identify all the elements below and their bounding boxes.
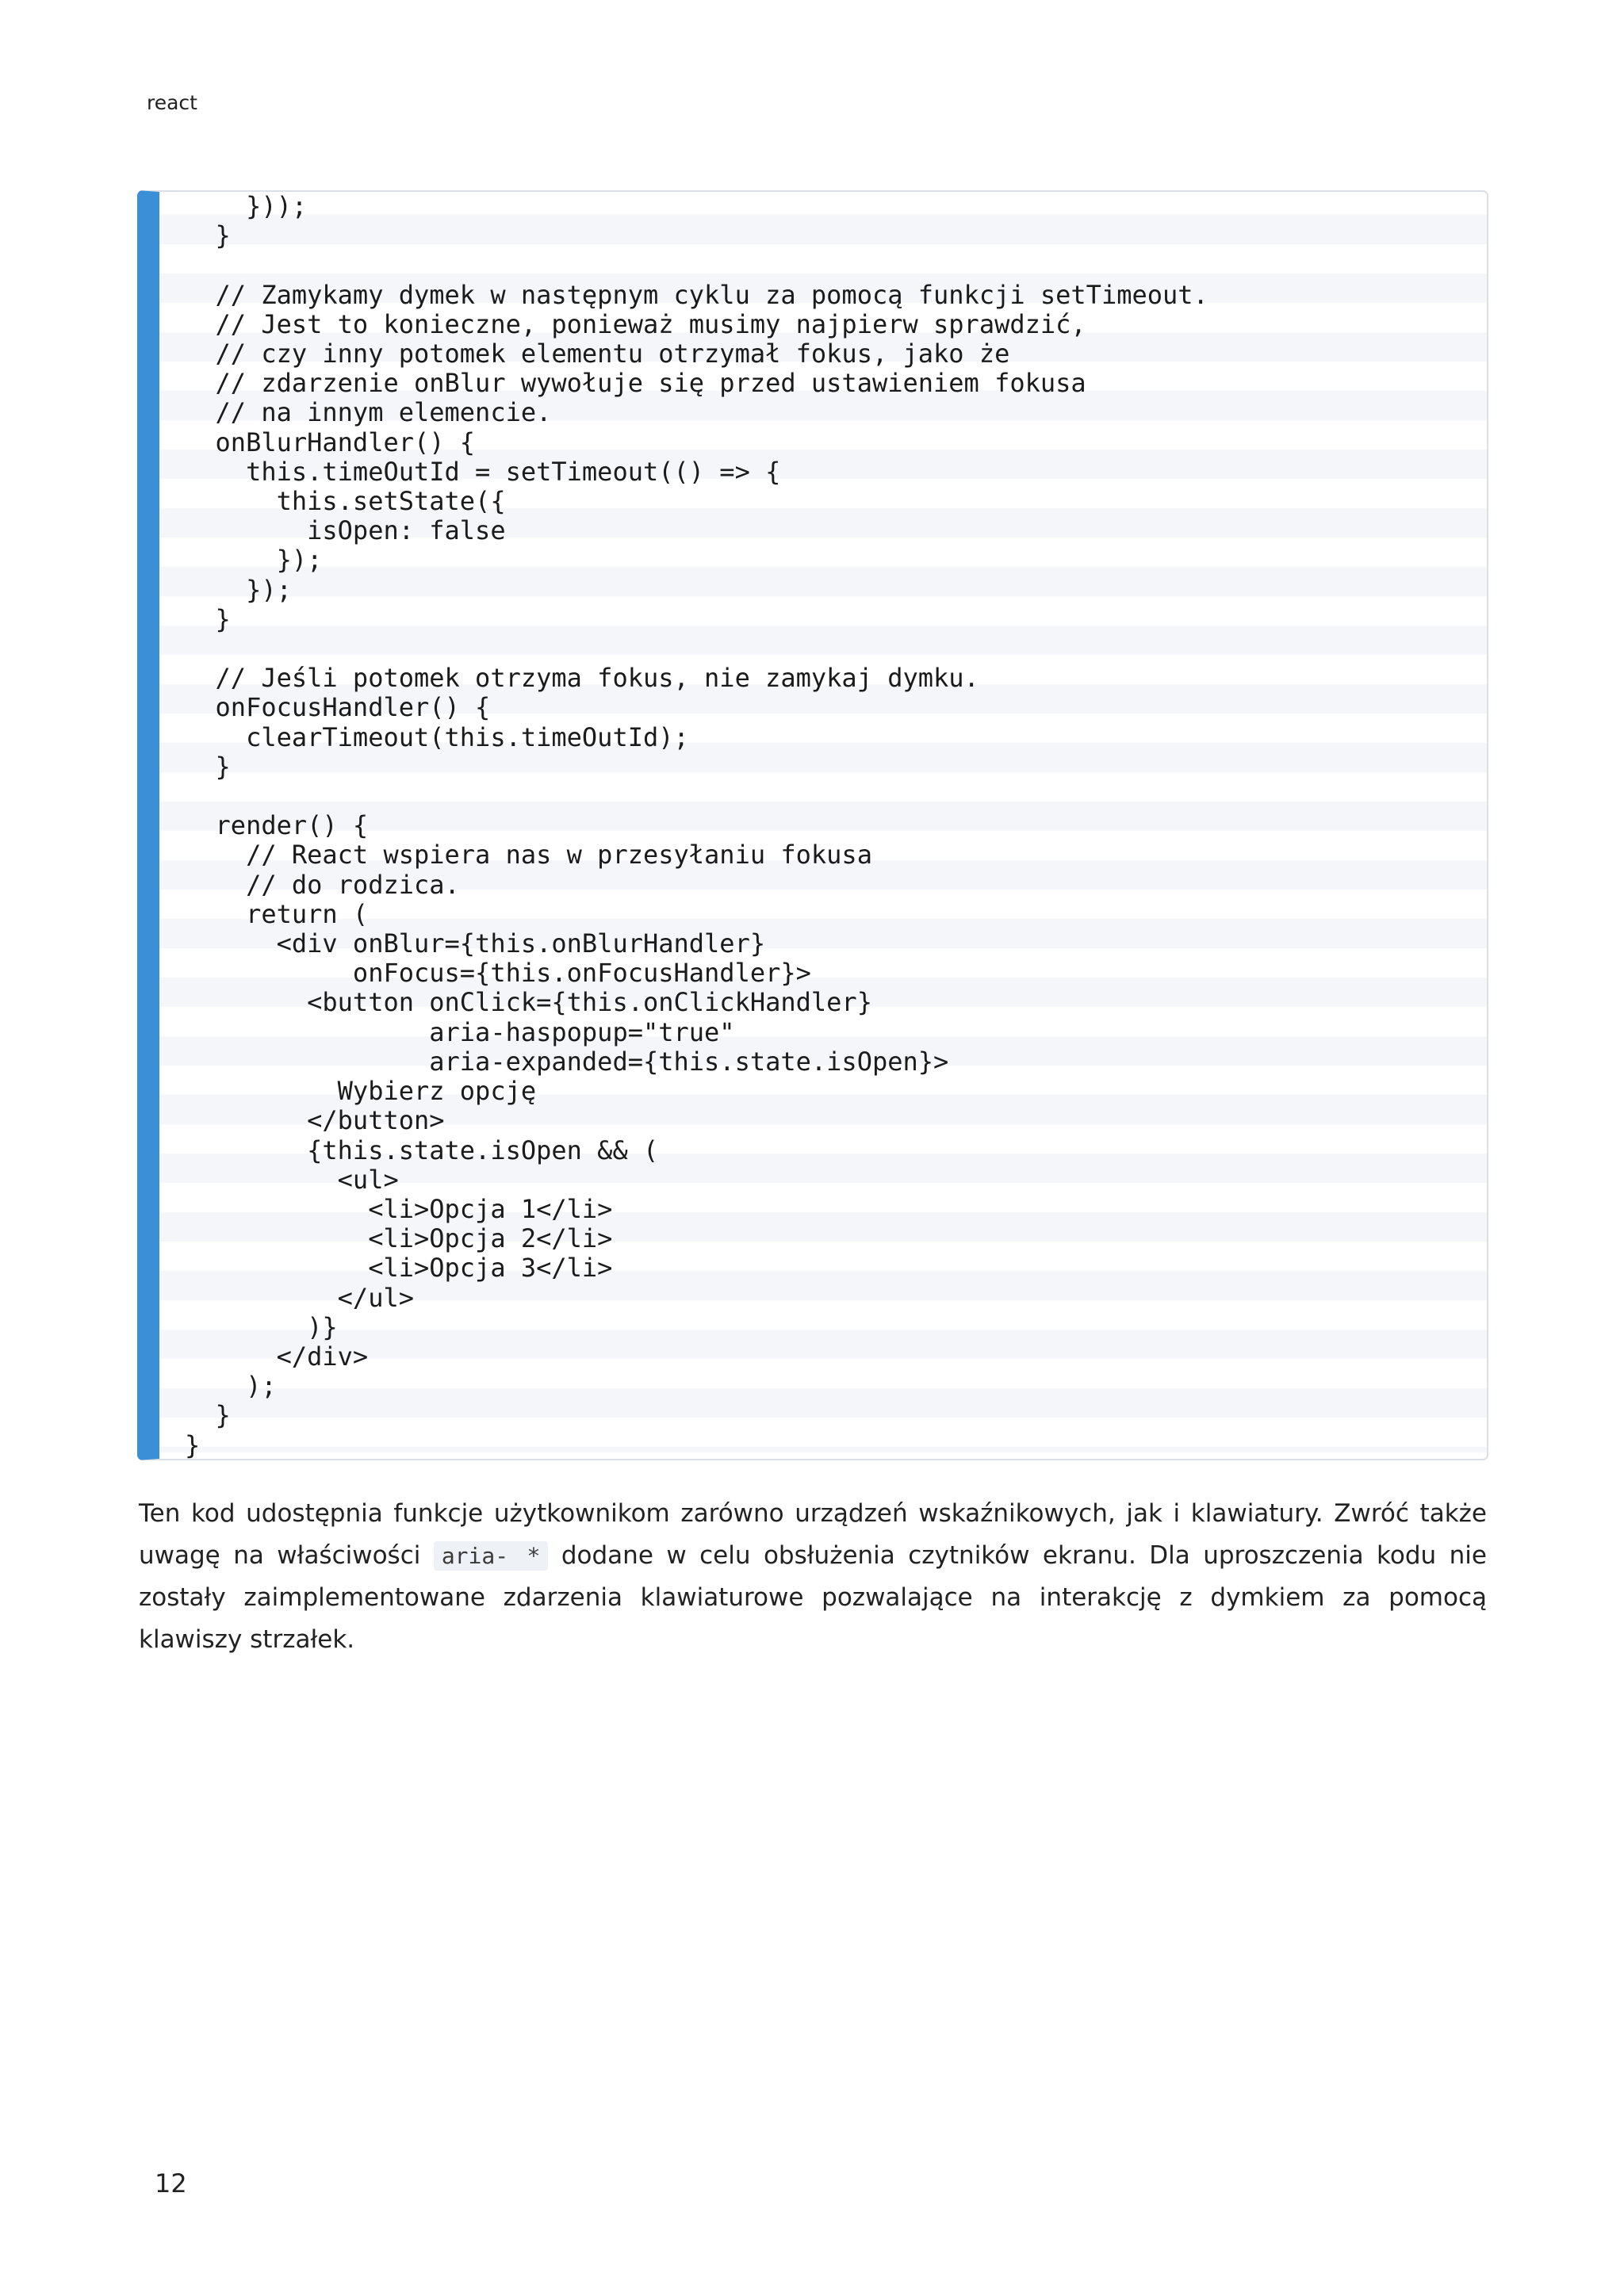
page-number: 12 [155,2168,187,2198]
code-block [137,190,1488,1460]
running-header: react [147,91,197,114]
paragraph-text-start: Ten kod udostępnia funkcje użytkownikom zarówno urządzeń wskaźnikowych, jak i klawiatury. Zwróć także uwagę na właściwości [139,1499,1487,1570]
inline-code-aria: aria- * [434,1541,549,1571]
code-listing: })); } // Zamykamy dymek w następnym cyklu za pomocą funkcji setTimeout. // Jest to konieczne, ponieważ musimy najpierw sprawdzić, // czy inny potomek elementu otrzymał fokus, jako że // zdarzenie onBlur wywołuje się przed ustawieniem fokusa // na innym elemencie. onBlurHandler() { this.timeOutId = setTimeout(() => { this.setState({ isOpen: false }); }); } // Jeśli potomek otrzyma fokus, nie zamykaj dymku. onFocusHandler() { clearTimeout(this.timeOutId); } render() { // React wspiera nas w przesyłaniu fokusa // do rodzica. return ( <div onBlur={this.onBlurHandler} onFocus={this.onFocusHandler}> <button onClick={this.onClickHandler} aria-haspopup="true" aria-expanded={this.state.isOpen}> Wybierz opcję </button> {this.state.isOpen && ( <ul> <li>Opcja 1</li> <li>Opcja 2</li> <li>Opcja 3</li> </ul> )} </div> ); } } [185,191,1208,1460]
body-paragraph [139,1493,1487,1661]
paragraph-text-end: dodane w celu obsłużenia czytników ekranu. Dla uproszczenia kodu nie zostały zaimplementowane zdarzenia klawiaturowe pozwalające na interakcję z dymkiem za pomocą klawiszy strzałek. [139,1541,1487,1654]
